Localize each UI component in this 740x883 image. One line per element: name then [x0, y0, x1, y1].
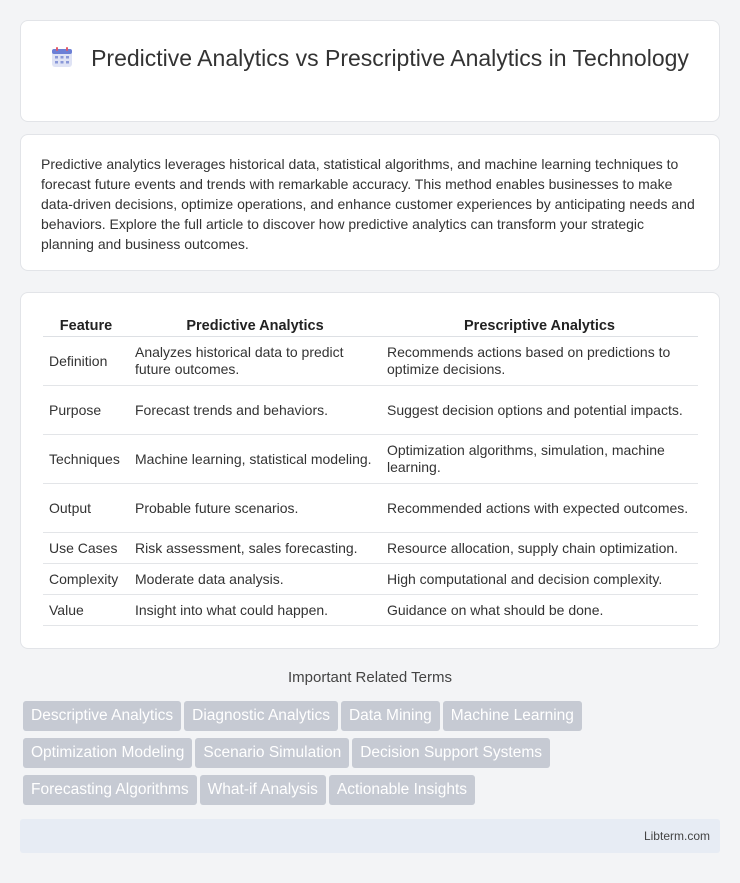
related-terms-list: [23, 701, 723, 812]
tag-optimization-modeling[interactable]: Optimization Modeling: [23, 738, 192, 768]
tag-data-mining[interactable]: Data Mining: [341, 701, 440, 731]
cell-predictive: Insight into what could happen.: [129, 595, 381, 626]
cell-prescriptive: High computational and decision complexity.: [381, 564, 698, 595]
tag-what-if-analysis[interactable]: What-if Analysis: [200, 775, 326, 805]
intro-paragraph: Predictive analytics leverages historical data, statistical algorithms, and machine learning techniques to forecast future events and trends with remarkable accuracy. This method enables businesses to make data-driven decisions, optimize operations, and enhance customer experiences by anticipating needs and behaviors. Explore the full article to discover how predictive analytics can transform your strategic planning and business outcomes.: [41, 156, 695, 252]
tag-machine-learning[interactable]: Machine Learning: [443, 701, 582, 731]
tag-row: [23, 738, 723, 775]
comparison-table: [43, 314, 698, 626]
header-prescriptive: Prescriptive Analytics: [381, 314, 698, 337]
intro-card: [20, 134, 720, 271]
cell-predictive: Moderate data analysis.: [129, 564, 381, 595]
cell-feature: Value: [43, 595, 129, 626]
cell-feature: Purpose: [43, 386, 129, 435]
table-row: [43, 564, 698, 595]
cell-feature: Complexity: [43, 564, 129, 595]
cell-feature: Techniques: [43, 435, 129, 484]
tag-scenario-simulation[interactable]: Scenario Simulation: [195, 738, 349, 768]
table-row: [43, 386, 698, 435]
tag-actionable-insights[interactable]: Actionable Insights: [329, 775, 475, 805]
cell-feature: Output: [43, 484, 129, 533]
calendar-icon: [51, 46, 73, 68]
header-predictive: Predictive Analytics: [129, 314, 381, 337]
cell-predictive: Machine learning, statistical modeling.: [129, 435, 381, 484]
cell-prescriptive: Recommended actions with expected outcomes.: [381, 484, 698, 533]
tag-decision-support-systems[interactable]: Decision Support Systems: [352, 738, 550, 768]
tag-diagnostic-analytics[interactable]: Diagnostic Analytics: [184, 701, 338, 731]
tag-descriptive-analytics[interactable]: Descriptive Analytics: [23, 701, 181, 731]
cell-prescriptive: Optimization algorithms, simulation, machine learning.: [381, 435, 698, 484]
related-terms-heading: Important Related Terms: [288, 669, 452, 686]
cell-prescriptive: Suggest decision options and potential impacts.: [381, 386, 698, 435]
cell-predictive: Probable future scenarios.: [129, 484, 381, 533]
page-title-text: Predictive Analytics vs Prescriptive Analytics in Technology: [91, 45, 689, 71]
table-row: [43, 435, 698, 484]
cell-feature: Definition: [43, 337, 129, 386]
tag-row: [23, 775, 723, 812]
title-card: [20, 20, 720, 122]
table-row: [43, 484, 698, 533]
comparison-card: [20, 292, 720, 649]
table-header-row: [43, 314, 698, 337]
page-title: [21, 44, 719, 73]
header-feature: Feature: [43, 314, 129, 337]
table-row: [43, 337, 698, 386]
cell-predictive: Forecast trends and behaviors.: [129, 386, 381, 435]
cell-prescriptive: Resource allocation, supply chain optimization.: [381, 533, 698, 564]
cell-prescriptive: Recommends actions based on predictions to optimize decisions.: [381, 337, 698, 386]
cell-feature: Use Cases: [43, 533, 129, 564]
cell-prescriptive: Guidance on what should be done.: [381, 595, 698, 626]
footer-site-link[interactable]: Libterm.com: [643, 829, 710, 843]
tag-row: [23, 701, 723, 738]
footer: [20, 819, 720, 853]
tag-forecasting-algorithms[interactable]: Forecasting Algorithms: [23, 775, 197, 805]
table-row: [43, 595, 698, 626]
cell-predictive: Analyzes historical data to predict future outcomes.: [129, 337, 381, 386]
cell-predictive: Risk assessment, sales forecasting.: [129, 533, 381, 564]
table-row: [43, 533, 698, 564]
